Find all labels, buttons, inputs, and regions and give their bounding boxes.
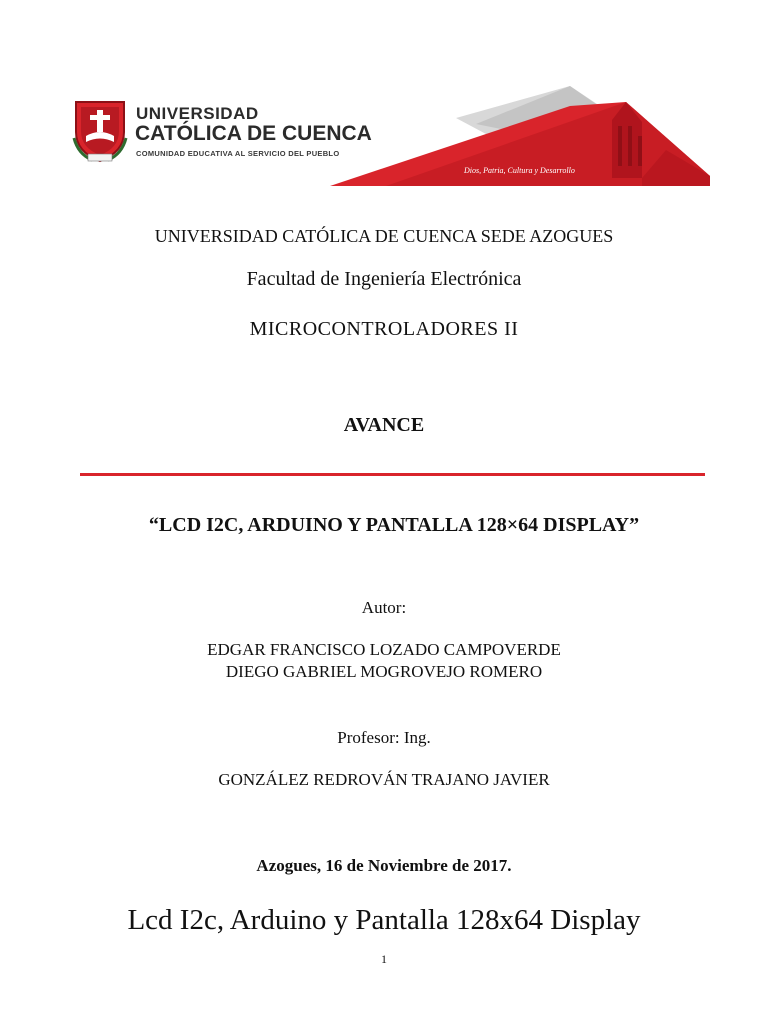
page-header xyxy=(0,80,768,190)
logo-text-catolica: CATÓLICA DE CUENCA xyxy=(135,122,372,145)
document-title: Lcd I2c, Arduino y Pantalla 128x64 Display xyxy=(127,904,641,936)
project-title: “LCD I2C, ARDUINO Y PANTALLA 128×64 DISPLAY” xyxy=(148,514,640,536)
professor-label: Profesor: Ing. xyxy=(337,728,431,747)
date-location: Azogues, 16 de Noviembre de 2017. xyxy=(256,856,512,875)
course-name: MICROCONTROLADORES II xyxy=(249,318,519,340)
red-divider xyxy=(80,473,705,476)
logo-tagline: COMUNIDAD EDUCATIVA AL SERVICIO DEL PUEBLO xyxy=(136,149,340,158)
professor-name: GONZÁLEZ REDROVÁN TRAJANO JAVIER xyxy=(218,770,550,789)
document-type: AVANCE xyxy=(343,414,425,436)
page-number: 1 xyxy=(381,952,387,966)
author-name: DIEGO GABRIEL MOGROVEJO ROMERO xyxy=(225,662,543,681)
author-name: EDGAR FRANCISCO LOZADO CAMPOVERDE xyxy=(207,640,561,659)
institution-name: UNIVERSIDAD CATÓLICA DE CUENCA SEDE AZOGUES xyxy=(154,226,614,246)
logo-text-university: UNIVERSIDAD xyxy=(136,104,259,123)
faculty-name: Facultad de Ingeniería Electrónica xyxy=(246,268,522,290)
motto-text: Dios, Patria, Cultura y Desarrollo xyxy=(464,166,575,175)
university-crest-icon xyxy=(72,98,128,164)
author-label: Autor: xyxy=(361,598,407,617)
